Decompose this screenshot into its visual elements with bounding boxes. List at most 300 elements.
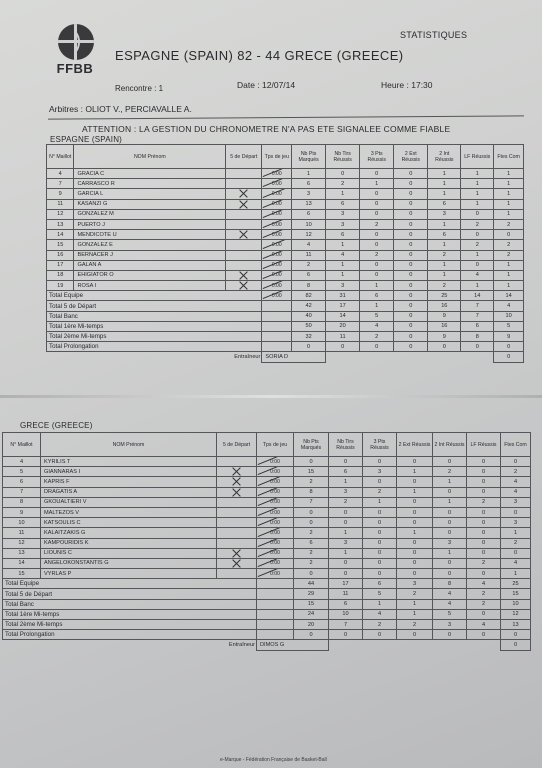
stat-pts: 2 [294, 477, 329, 487]
totals-value: 4 [467, 579, 501, 589]
totals-value: 14 [494, 291, 524, 301]
totals-row [47, 332, 524, 342]
stat-p3: 2 [360, 219, 394, 229]
starter-cell [226, 281, 262, 291]
table-row [47, 199, 524, 209]
totals-label: Total Prolongation [47, 342, 262, 352]
stat-p3: 2 [363, 487, 397, 497]
doc-title: STATISTIQUES [400, 30, 468, 40]
totals-value: 0 [394, 301, 428, 311]
stat-lf: 2 [467, 558, 501, 568]
player-name: MENDICOTE U [74, 230, 226, 240]
stat-tirs: 1 [326, 240, 360, 250]
player-name: GKOUALTIERI V [41, 497, 217, 507]
playing-time: 0:00 [257, 457, 294, 467]
totals-value: 5 [360, 311, 394, 321]
totals-value: 29 [294, 589, 329, 599]
jersey-number: 10 [3, 518, 41, 528]
starter-cell [226, 240, 262, 250]
starter-cross-icon [238, 230, 249, 239]
column-header: LF Réussis [461, 145, 494, 169]
totals-row [3, 599, 531, 609]
column-header: Ftes Com [494, 145, 524, 169]
player-name: KASANZI G [74, 199, 226, 209]
stat-pts: 8 [294, 487, 329, 497]
totals-value: 0 [461, 342, 494, 352]
totals-value: 3 [397, 579, 433, 589]
totals-value: 10 [494, 311, 524, 321]
totals-time [257, 589, 294, 599]
player-name: ROSA I [74, 281, 226, 291]
stat-p3: 0 [360, 230, 394, 240]
stat-lf: 1 [461, 189, 494, 199]
stat-ftes: 4 [501, 477, 531, 487]
stat-tirs: 0 [329, 457, 363, 467]
stat-tirs: 1 [329, 528, 363, 538]
stat-int2: 1 [428, 240, 461, 250]
column-header: 2 Int Réussis [428, 145, 461, 169]
team2-caption: GRECE (GREECE) [20, 421, 93, 430]
table-row [3, 548, 531, 558]
stat-ext2: 1 [397, 528, 433, 538]
table-row [47, 250, 524, 260]
totals-value: 0 [394, 321, 428, 331]
starter-cell [217, 569, 257, 579]
stat-lf: 0 [467, 507, 501, 517]
stat-tirs: 0 [329, 558, 363, 568]
totals-value: 40 [292, 311, 326, 321]
match-time: Heure : 17:30 [381, 80, 433, 90]
stat-int2: 0 [433, 528, 467, 538]
stat-int2: 0 [433, 457, 467, 467]
totals-value: 0 [363, 630, 397, 640]
player-name: BERNACER J [74, 250, 226, 260]
stat-ext2: 0 [397, 538, 433, 548]
stat-ftes: 2 [494, 250, 524, 260]
stat-lf: 4 [461, 270, 494, 280]
totals-label: Total 2ème Mi-temps [3, 620, 257, 630]
stat-p3: 1 [360, 281, 394, 291]
player-name: GALAN A [74, 260, 226, 270]
starter-cell [226, 199, 262, 209]
stat-pts: 0 [294, 569, 329, 579]
stat-p3: 0 [363, 548, 397, 558]
stat-pts: 2 [294, 548, 329, 558]
stat-lf: 0 [467, 518, 501, 528]
stat-ext2: 0 [394, 219, 428, 229]
playing-time: 0:00 [257, 558, 294, 568]
starter-cell [226, 189, 262, 199]
stat-p3: 0 [363, 569, 397, 579]
starter-cell [217, 487, 257, 497]
starter-cell [226, 270, 262, 280]
jersey-number: 11 [47, 199, 74, 209]
stat-int2: 2 [433, 467, 467, 477]
column-header: Nb Pts Marqués [294, 433, 329, 457]
totals-value: 13 [501, 620, 531, 630]
playing-time: 0:00 [262, 209, 292, 219]
stat-pts: 0 [294, 507, 329, 517]
totals-value: 0 [467, 609, 501, 619]
totals-value: 0 [292, 342, 326, 352]
totals-value: 6 [329, 599, 363, 609]
stat-int2: 1 [428, 179, 461, 189]
totals-label: Total 1ère Mi-temps [47, 321, 262, 331]
header-row [3, 433, 531, 457]
coach-blank [326, 352, 494, 362]
totals-value: 2 [467, 589, 501, 599]
totals-value: 2 [363, 620, 397, 630]
team1-caption: ESPAGNE (SPAIN) [50, 135, 123, 144]
playing-time: 0:00 [257, 467, 294, 477]
stat-ftes: 4 [501, 487, 531, 497]
stat-ext2: 0 [394, 169, 428, 179]
totals-value: 4 [494, 301, 524, 311]
totals-value: 9 [428, 332, 461, 342]
starter-cell [226, 179, 262, 189]
totals-value: 14 [326, 311, 360, 321]
playing-time: 0:00 [262, 230, 292, 240]
playing-time: 0:00 [262, 281, 292, 291]
stat-lf: 2 [461, 240, 494, 250]
table-row [47, 240, 524, 250]
stat-int2: 1 [428, 189, 461, 199]
totals-value: 2 [467, 599, 501, 609]
referees: Arbitres : OLIOT V., PERCIAVALLE A. [49, 104, 192, 114]
stat-ftes: 1 [494, 169, 524, 179]
team1-stats-table [46, 144, 524, 363]
jersey-number: 6 [3, 477, 41, 487]
starter-cell [217, 497, 257, 507]
totals-value: 7 [329, 620, 363, 630]
totals-time [257, 630, 294, 640]
stat-pts: 3 [292, 189, 326, 199]
table-row [3, 487, 531, 497]
stat-lf: 2 [461, 219, 494, 229]
starter-cell [226, 219, 262, 229]
starter-cell [217, 548, 257, 558]
stat-pts: 10 [292, 219, 326, 229]
totals-value: 8 [461, 332, 494, 342]
stat-pts: 4 [292, 240, 326, 250]
jersey-number: 9 [47, 189, 74, 199]
totals-value: 10 [501, 599, 531, 609]
stat-ext2: 0 [397, 548, 433, 558]
coach-value: 0 [501, 640, 531, 650]
coach-row [3, 640, 531, 650]
totals-time: 0:00 [262, 291, 292, 301]
table-row [3, 518, 531, 528]
starter-cell [226, 230, 262, 240]
stat-ext2: 0 [394, 250, 428, 260]
stat-ftes: 3 [501, 518, 531, 528]
attention-note: ATTENTION : LA GESTION DU CHRONOMETRE N'A PAS ETE SIGNALEE COMME FIABLE [82, 124, 451, 134]
playing-time: 0:00 [257, 497, 294, 507]
stat-ext2: 0 [394, 260, 428, 270]
playing-time: 0:00 [262, 260, 292, 270]
stat-ftes: 1 [501, 528, 531, 538]
totals-value: 16 [428, 301, 461, 311]
totals-value: 11 [329, 589, 363, 599]
totals-value: 17 [329, 579, 363, 589]
totals-value: 6 [360, 291, 394, 301]
table-row [47, 270, 524, 280]
player-name: MALTEZOS V [41, 507, 217, 517]
totals-label: Total Banc [3, 599, 257, 609]
stat-ftes: 4 [501, 558, 531, 568]
stat-lf: 1 [461, 199, 494, 209]
stat-p3: 0 [363, 528, 397, 538]
stat-ftes: 2 [501, 467, 531, 477]
stat-ftes: 0 [501, 507, 531, 517]
starter-cell [217, 518, 257, 528]
totals-row [47, 291, 524, 301]
stat-int2: 2 [428, 281, 461, 291]
column-header: Nb Pts Marqués [292, 145, 326, 169]
stat-lf: 0 [467, 548, 501, 558]
stat-p3: 0 [360, 199, 394, 209]
starter-cell [226, 260, 262, 270]
jersey-number: 5 [3, 467, 41, 477]
totals-value: 9 [428, 311, 461, 321]
stat-ext2: 0 [397, 558, 433, 568]
stat-lf: 1 [461, 281, 494, 291]
totals-value: 24 [294, 609, 329, 619]
player-name: KAMPOURIDIS K [41, 538, 217, 548]
stat-p3: 0 [363, 477, 397, 487]
totals-row [3, 589, 531, 599]
jersey-number: 13 [47, 219, 74, 229]
table-row [47, 189, 524, 199]
stat-ext2: 0 [394, 281, 428, 291]
totals-value: 5 [363, 589, 397, 599]
column-header: 5 de Départ [217, 433, 257, 457]
match-date: Date : 12/07/14 [237, 80, 296, 90]
stat-int2: 1 [428, 270, 461, 280]
coach-name: DIMOS G [257, 640, 329, 650]
table-row [3, 569, 531, 579]
stat-p3: 1 [363, 497, 397, 507]
stat-ext2: 1 [397, 487, 433, 497]
totals-label: Total 1ère Mi-temps [3, 609, 257, 619]
stat-ext2: 0 [397, 477, 433, 487]
stat-ext2: 0 [397, 569, 433, 579]
coach-value: 0 [494, 352, 524, 362]
jersey-number: 17 [47, 260, 74, 270]
stat-lf: 2 [467, 497, 501, 507]
stat-int2: 0 [433, 569, 467, 579]
column-header: NOM Prénom [41, 433, 217, 457]
totals-value: 0 [326, 342, 360, 352]
stat-tirs: 3 [326, 209, 360, 219]
starter-cross-icon [231, 488, 242, 497]
stat-pts: 11 [292, 250, 326, 260]
totals-value: 0 [394, 291, 428, 301]
totals-value: 0 [394, 332, 428, 342]
totals-row [47, 321, 524, 331]
totals-row [47, 311, 524, 321]
jersey-number: 11 [3, 528, 41, 538]
totals-time [257, 609, 294, 619]
stat-ftes: 1 [494, 199, 524, 209]
table-row [47, 169, 524, 179]
stat-ftes: 1 [494, 179, 524, 189]
stat-tirs: 0 [326, 169, 360, 179]
totals-value: 0 [433, 630, 467, 640]
stat-ftes: 0 [501, 548, 531, 558]
totals-row [3, 630, 531, 640]
jersey-number: 19 [47, 281, 74, 291]
totals-value: 7 [461, 311, 494, 321]
totals-value: 4 [360, 321, 394, 331]
column-header: N° Maillot [47, 145, 74, 169]
stat-ftes: 2 [494, 240, 524, 250]
starter-cross-icon [238, 189, 249, 198]
stat-int2: 6 [428, 230, 461, 240]
stat-p3: 0 [360, 209, 394, 219]
totals-value: 4 [433, 589, 467, 599]
stat-p3: 0 [363, 558, 397, 568]
stat-ext2: 0 [397, 507, 433, 517]
table-row [3, 507, 531, 517]
stat-tirs: 2 [329, 497, 363, 507]
table-row [47, 179, 524, 189]
stat-pts: 0 [294, 518, 329, 528]
stat-tirs: 6 [326, 230, 360, 240]
totals-label: Total 5 de Départ [47, 301, 262, 311]
totals-label: Total 2ème Mi-temps [47, 332, 262, 342]
totals-value: 15 [501, 589, 531, 599]
stat-tirs: 1 [326, 270, 360, 280]
stat-ftes: 1 [494, 260, 524, 270]
jersey-number: 9 [3, 507, 41, 517]
stat-pts: 6 [294, 538, 329, 548]
stat-pts: 2 [294, 528, 329, 538]
divider [48, 115, 524, 119]
stat-tirs: 1 [329, 548, 363, 558]
stat-ext2: 0 [394, 270, 428, 280]
column-header: Tps de jeu [262, 145, 292, 169]
stat-p3: 0 [360, 169, 394, 179]
totals-value: 9 [494, 332, 524, 342]
playing-time: 0:00 [257, 569, 294, 579]
player-name: KALAITZAKIS G [41, 528, 217, 538]
coach-name: SORIA D [262, 352, 326, 362]
header-row [47, 145, 524, 169]
stat-ext2: 1 [397, 467, 433, 477]
totals-value: 14 [461, 291, 494, 301]
stat-lf: 0 [467, 528, 501, 538]
totals-value: 44 [294, 579, 329, 589]
stat-ext2: 0 [397, 518, 433, 528]
team2-stats-table [2, 432, 531, 651]
rencontre: Rencontre : 1 [115, 84, 164, 93]
totals-value: 0 [294, 630, 329, 640]
stat-tirs: 1 [326, 260, 360, 270]
stat-pts: 1 [292, 169, 326, 179]
stat-int2: 3 [428, 209, 461, 219]
playing-time: 0:00 [262, 270, 292, 280]
column-header: NOM Prénom [74, 145, 226, 169]
stat-p3: 0 [363, 457, 397, 467]
totals-value: 0 [397, 630, 433, 640]
totals-value: 1 [397, 599, 433, 609]
column-header: 5 de Départ [226, 145, 262, 169]
stat-ftes: 1 [494, 270, 524, 280]
starter-cross-icon [238, 271, 249, 280]
stat-ftes: 2 [494, 219, 524, 229]
player-name: GONZALEZ M [74, 209, 226, 219]
stat-p3: 3 [363, 467, 397, 477]
player-name: LIOUNIS C [41, 548, 217, 558]
player-name: KYRILIS T [41, 457, 217, 467]
totals-value: 0 [394, 342, 428, 352]
stat-ftes: 2 [501, 538, 531, 548]
table-row [47, 260, 524, 270]
playing-time: 0:00 [257, 507, 294, 517]
totals-value: 25 [428, 291, 461, 301]
starter-cross-icon [238, 281, 249, 290]
playing-time: 0:00 [257, 477, 294, 487]
table-row [3, 497, 531, 507]
stat-pts: 15 [294, 467, 329, 477]
ffbb-logo [52, 24, 98, 76]
totals-value: 2 [360, 332, 394, 342]
stat-lf: 0 [467, 487, 501, 497]
totals-value: 1 [397, 609, 433, 619]
stat-lf: 1 [461, 179, 494, 189]
stat-ftes: 1 [494, 281, 524, 291]
table-row [47, 209, 524, 219]
stat-ext2: 0 [394, 230, 428, 240]
totals-time [262, 311, 292, 321]
column-header: 2 Int Réussis [433, 433, 467, 457]
totals-value: 0 [428, 342, 461, 352]
totals-label: Total Prolongation [3, 630, 257, 640]
stat-pts: 8 [292, 281, 326, 291]
stat-pts: 7 [294, 497, 329, 507]
stat-int2: 1 [433, 497, 467, 507]
match-title: ESPAGNE (SPAIN) 82 - 44 GRECE (GREECE) [115, 48, 404, 63]
jersey-number: 12 [47, 209, 74, 219]
stat-tirs: 2 [326, 179, 360, 189]
player-name: CARRASCO R [74, 179, 226, 189]
totals-value: 5 [433, 609, 467, 619]
stat-ftes: 0 [501, 457, 531, 467]
stat-p3: 0 [360, 270, 394, 280]
totals-value: 2 [397, 620, 433, 630]
jersey-number: 7 [47, 179, 74, 189]
totals-row [3, 609, 531, 619]
stat-ftes: 1 [494, 189, 524, 199]
totals-time [262, 342, 292, 352]
totals-value: 20 [326, 321, 360, 331]
totals-value: 82 [292, 291, 326, 301]
stat-tirs: 0 [329, 569, 363, 579]
coach-label: Entraîneur [47, 352, 262, 362]
totals-time [257, 620, 294, 630]
stat-lf: 0 [461, 260, 494, 270]
column-header: 3 Pts Réussis [363, 433, 397, 457]
totals-value: 31 [326, 291, 360, 301]
coach-row [47, 352, 524, 362]
stat-int2: 1 [428, 260, 461, 270]
stat-int2: 3 [433, 538, 467, 548]
stat-ftes: 0 [494, 230, 524, 240]
stat-p3: 1 [360, 179, 394, 189]
stat-ext2: 0 [397, 497, 433, 507]
jersey-number: 8 [3, 497, 41, 507]
